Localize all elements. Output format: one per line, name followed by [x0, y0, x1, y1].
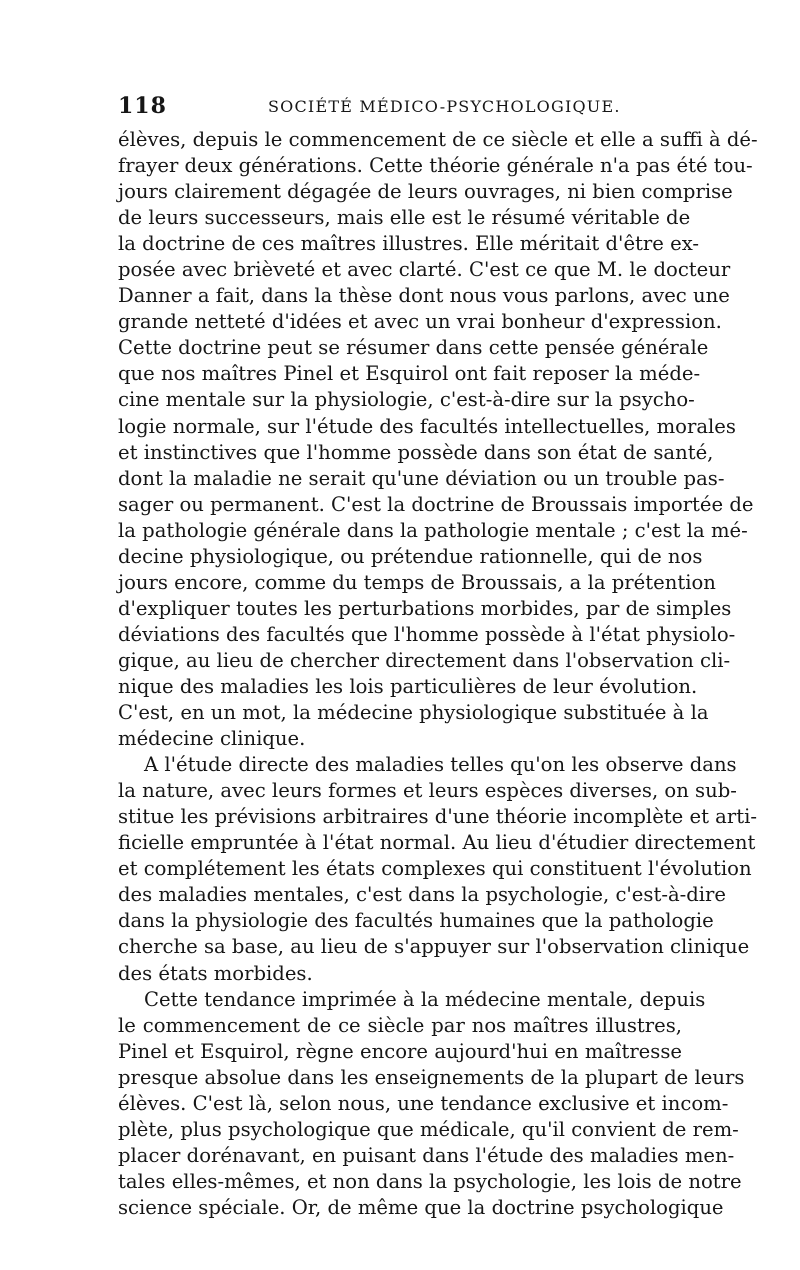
text-line: des maladies mentales, c'est dans la psychologie, c'est-à-dire — [118, 883, 727, 907]
text-line: déviations des facultés que l'homme possède à l'état physiolo- — [118, 622, 736, 646]
text-line: que nos maîtres Pinel et Esquirol ont fait reposer la méde- — [118, 362, 701, 386]
text-line: de leurs successeurs, mais elle est le résumé véritable de — [118, 206, 691, 230]
page-number: 118 — [118, 93, 167, 119]
text-line: posée avec brièveté et avec clarté. C'est ce que M. le docteur — [118, 258, 731, 282]
text-line: decine physiologique, ou prétendue rationnelle, qui de nos — [118, 544, 703, 568]
text-line: stitue les prévisions arbitraires d'une théorie incomplète et arti- — [118, 805, 757, 829]
text-line: science spéciale. Or, de même que la doctrine psychologique — [118, 1195, 724, 1219]
text-body — [118, 127, 758, 1221]
text-line: d'expliquer toutes les perturbations morbides, par de simples — [118, 596, 732, 620]
text-line: et complétement les états complexes qui constituent l'évolution — [118, 857, 752, 881]
text-line: sager ou permanent. C'est la doctrine de Broussais importée de — [118, 492, 754, 516]
text-line: Danner a fait, dans la thèse dont nous vous parlons, avec une — [118, 284, 730, 308]
text-line: placer dorénavant, en puisant dans l'étude des maladies men- — [118, 1143, 735, 1167]
text-line: cine mentale sur la physiologie, c'est-à-dire sur la psycho- — [118, 388, 695, 412]
text-line: plète, plus psychologique que médicale, qu'il convient de rem- — [118, 1117, 739, 1141]
text-line: dont la maladie ne serait qu'une déviation ou un trouble pas- — [118, 466, 725, 490]
text-line: nique des maladies les lois particulières de leur évolution. — [118, 674, 698, 698]
text-line: logie normale, sur l'étude des facultés intellectuelles, morales — [118, 414, 736, 438]
text-line: cherche sa base, au lieu de s'appuyer sur l'observation clinique — [118, 935, 750, 959]
text-line: Pinel et Esquirol, règne encore aujourd'hui en maîtresse — [118, 1039, 682, 1063]
running-title: SOCIÉTÉ MÉDICO-PSYCHOLOGIQUE. — [268, 97, 621, 116]
text-line: et instinctives que l'homme possède dans son état de santé, — [118, 440, 714, 464]
text-line: la doctrine de ces maîtres illustres. Elle méritait d'être ex- — [118, 232, 700, 256]
text-line: dans la physiologie des facultés humaines que la pathologie — [118, 909, 714, 933]
text-line: élèves. C'est là, selon nous, une tendance exclusive et incom- — [118, 1091, 729, 1115]
paragraph-end-line: des états morbides. — [118, 961, 313, 985]
text-line: Cette doctrine peut se résumer dans cette pensée générale — [118, 336, 709, 360]
text-line: le commencement de ce siècle par nos maîtres illustres, — [118, 1013, 682, 1037]
page-header — [118, 93, 674, 119]
text-line: grande netteté d'idées et avec un vrai bonheur d'expression. — [118, 310, 722, 334]
text-line: jours encore, comme du temps de Broussais, a la prétention — [118, 570, 716, 594]
paragraph-end-line: médecine clinique. — [118, 727, 306, 751]
paragraph-first-line: A l'étude directe des maladies telles qu'on les observe dans — [144, 753, 737, 777]
paragraph-first-line: Cette tendance imprimée à la médecine mentale, depuis — [144, 987, 706, 1011]
text-line: C'est, en un mot, la médecine physiologique substituée à la — [118, 701, 709, 725]
text-line: la pathologie générale dans la pathologie mentale ; c'est la mé- — [118, 518, 748, 542]
text-line: gique, au lieu de chercher directement dans l'observation cli- — [118, 648, 731, 672]
text-line: jours clairement dégagée de leurs ouvrages, ni bien comprise — [118, 180, 733, 204]
text-line: tales elles-mêmes, et non dans la psychologie, les lois de notre — [118, 1169, 742, 1193]
text-line: frayer deux générations. Cette théorie générale n'a pas été tou- — [118, 154, 753, 178]
text-line: élèves, depuis le commencement de ce siècle et elle a suffi à dé- — [118, 128, 758, 151]
text-line: ficielle empruntée à l'état normal. Au lieu d'étudier directement — [118, 831, 756, 855]
text-line: presque absolue dans les enseignements de la plupart de leurs — [118, 1065, 745, 1089]
text-line: la nature, avec leurs formes et leurs espèces diverses, on sub- — [118, 779, 737, 803]
